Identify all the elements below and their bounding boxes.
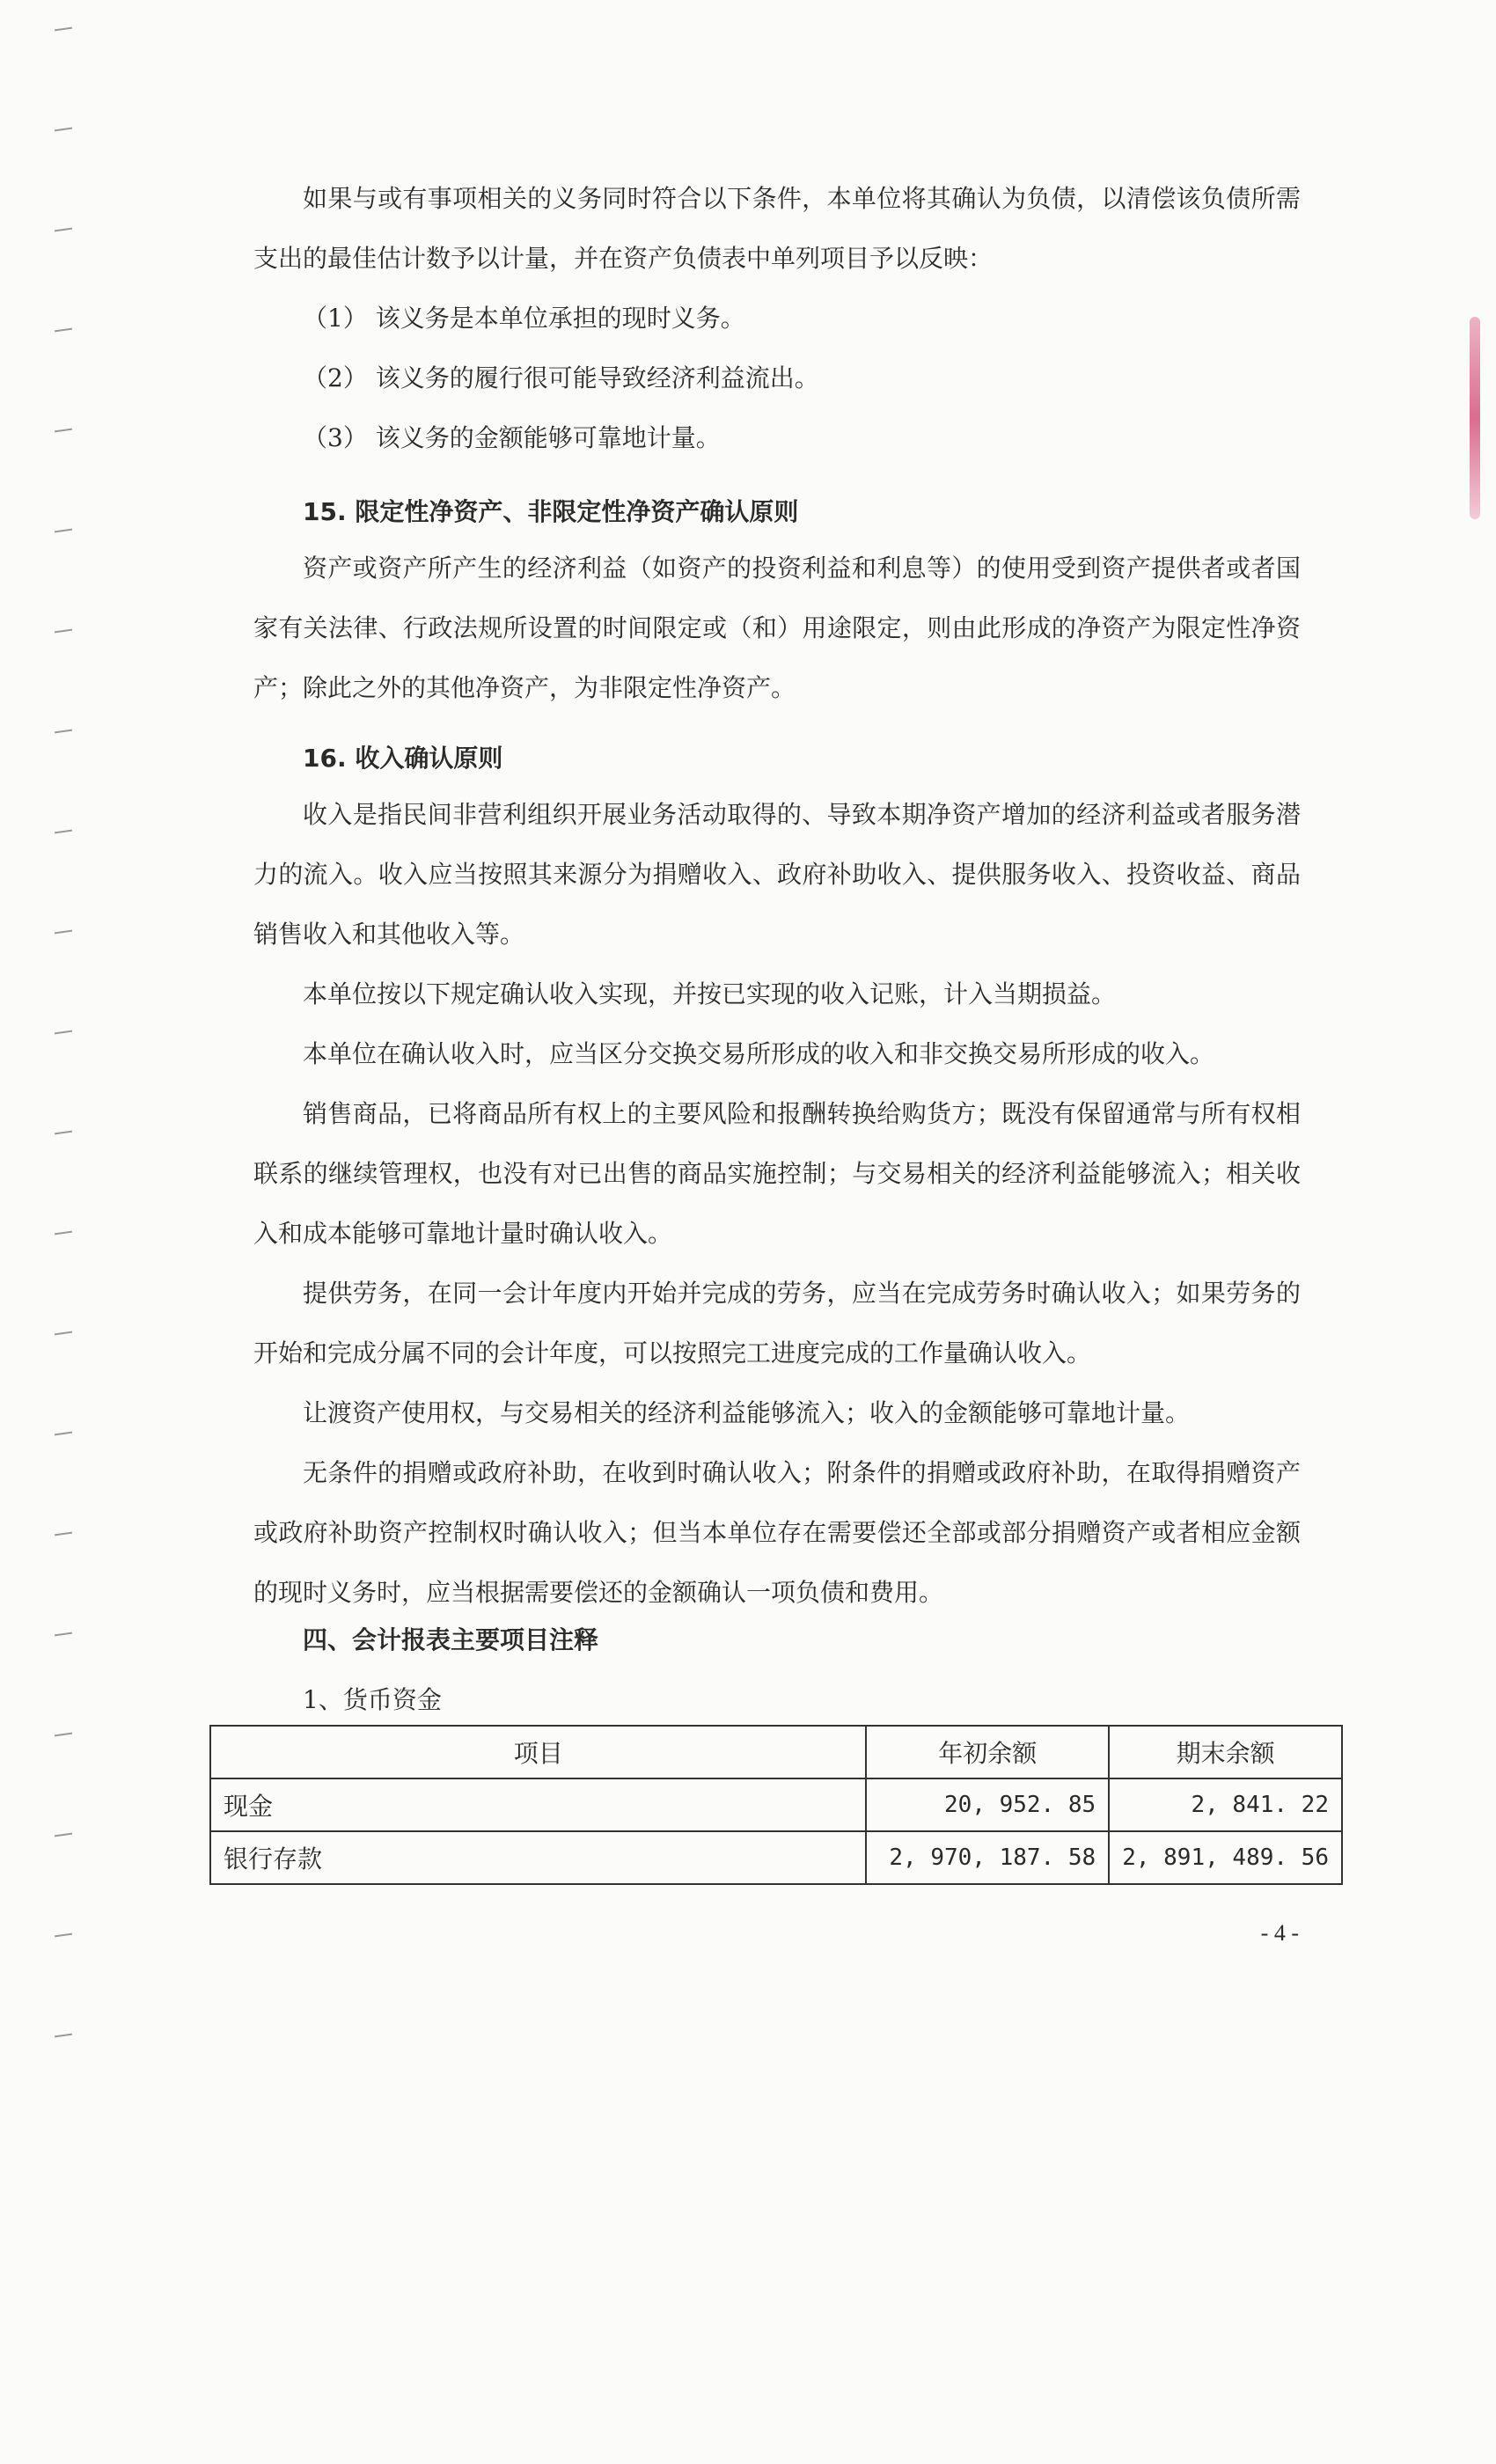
page-number: - 4 - — [1260, 1920, 1299, 1946]
edge-mark — [55, 1733, 72, 1737]
cash-balance-table — [209, 1725, 1343, 1885]
section-16-paragraph-1: 收入是指民间非营利组织开展业务活动取得的、导致本期净资产增加的经济利益或者服务潜力的流入。收入应当按照其来源分为捐赠收入、政府补助收入、提供服务收入、投资收益、商品销售收入和其他收入等。 — [253, 800, 1301, 949]
section-16-paragraph-7: 无条件的捐赠或政府补助，在收到时确认收入；附条件的捐赠或政府补助，在取得捐赠资产或政府补助资产控制权时确认收入；但当本单位存在需要偿还全部或部分捐赠资产或者相应金额的现时义务时，应当根据需要偿还的金额确认一项负债和费用。 — [253, 1458, 1301, 1607]
table-row — [210, 1831, 1342, 1884]
edge-mark — [55, 529, 72, 533]
edge-mark — [55, 27, 72, 32]
edge-mark — [55, 629, 72, 634]
edge-mark — [55, 228, 72, 232]
table-header-row — [210, 1726, 1342, 1778]
section-16-paragraph-6: 让渡资产使用权，与交易相关的经济利益能够流入；收入的金额能够可靠地计量。 — [303, 1398, 1191, 1427]
section-15-heading: 15. 限定性净资产、非限定性净资产确认原则 — [303, 497, 799, 526]
section-16-paragraph-4: 销售商品，已将商品所有权上的主要风险和报酬转换给购货方；既没有保留通常与所有权相联系的继续管理权，也没有对已出售的商品实施控制；与交易相关的经济利益能够流入；相关收入和成本能够可靠地计量时确认收入。 — [253, 1099, 1301, 1248]
edge-mark — [55, 930, 72, 935]
edge-mark — [55, 1030, 72, 1035]
section-16-paragraph-2: 本单位按以下规定确认收入实现，并按已实现的收入记账，计入当期损益。 — [303, 979, 1117, 1008]
table-row — [210, 1778, 1342, 1831]
edge-mark — [55, 128, 72, 132]
edge-mark — [55, 1833, 72, 1837]
section-16-heading: 16. 收入确认原则 — [303, 744, 503, 773]
edge-mark — [55, 1331, 72, 1336]
contingent-condition-1: （1） 该义务是本单位承担的现时义务。 — [303, 304, 745, 333]
section-16-paragraph-5: 提供劳务，在同一会计年度内开始并完成的劳务，应当在完成劳务时确认收入；如果劳务的开始和完成分属不同的会计年度，可以按照完工进度完成的工作量确认收入。 — [253, 1279, 1301, 1368]
edge-mark — [55, 328, 72, 333]
edge-mark — [55, 1432, 72, 1436]
edge-mark — [55, 1231, 72, 1236]
closing-balance-cell: 2, 841. 22 — [1109, 1778, 1342, 1831]
edge-mark — [55, 730, 72, 734]
cash-table-caption: 1、货币资金 — [303, 1685, 442, 1714]
column-header-item: 项目 — [210, 1726, 866, 1778]
section-15-text: 资产或资产所产生的经济利益（如资产的投资利益和利息等）的使用受到资产提供者或者国家有关法律、行政法规所设置的时间限定或（和）用途限定，则由此形成的净资产为限定性净资产；除此之外的其他净资产，为非限定性净资产。 — [253, 554, 1301, 702]
column-header-closing-balance: 期末余额 — [1109, 1726, 1342, 1778]
contingent-condition-2: （2） 该义务的履行很可能导致经济利益流出。 — [303, 363, 819, 392]
row-label: 现金 — [210, 1778, 866, 1831]
edge-mark — [55, 2034, 72, 2038]
opening-balance-cell: 2, 970, 187. 58 — [866, 1831, 1109, 1884]
closing-balance-cell: 2, 891, 489. 56 — [1109, 1831, 1342, 1884]
seal-stamp-fragment — [1470, 317, 1480, 519]
edge-mark — [55, 1632, 72, 1637]
edge-mark — [55, 429, 72, 433]
contingent-condition-3: （3） 该义务的金额能够可靠地计量。 — [303, 423, 721, 452]
column-header-opening-balance: 年初余额 — [866, 1726, 1109, 1778]
row-label: 银行存款 — [210, 1831, 866, 1884]
part-4-heading: 四、会计报表主要项目注释 — [303, 1625, 599, 1654]
contingent-liability-intro: 如果与或有事项相关的义务同时符合以下条件，本单位将其确认为负债，以清偿该负债所需支出的最佳估计数予以计量，并在资产负债表中单列项目予以反映： — [253, 184, 1301, 273]
edge-mark — [55, 1532, 72, 1536]
edge-mark — [55, 1933, 72, 1938]
edge-mark — [55, 830, 72, 834]
section-16-paragraph-3: 本单位在确认收入时，应当区分交换交易所形成的收入和非交换交易所形成的收入。 — [303, 1039, 1215, 1068]
opening-balance-cell: 20, 952. 85 — [866, 1778, 1109, 1831]
edge-mark — [55, 1131, 72, 1135]
